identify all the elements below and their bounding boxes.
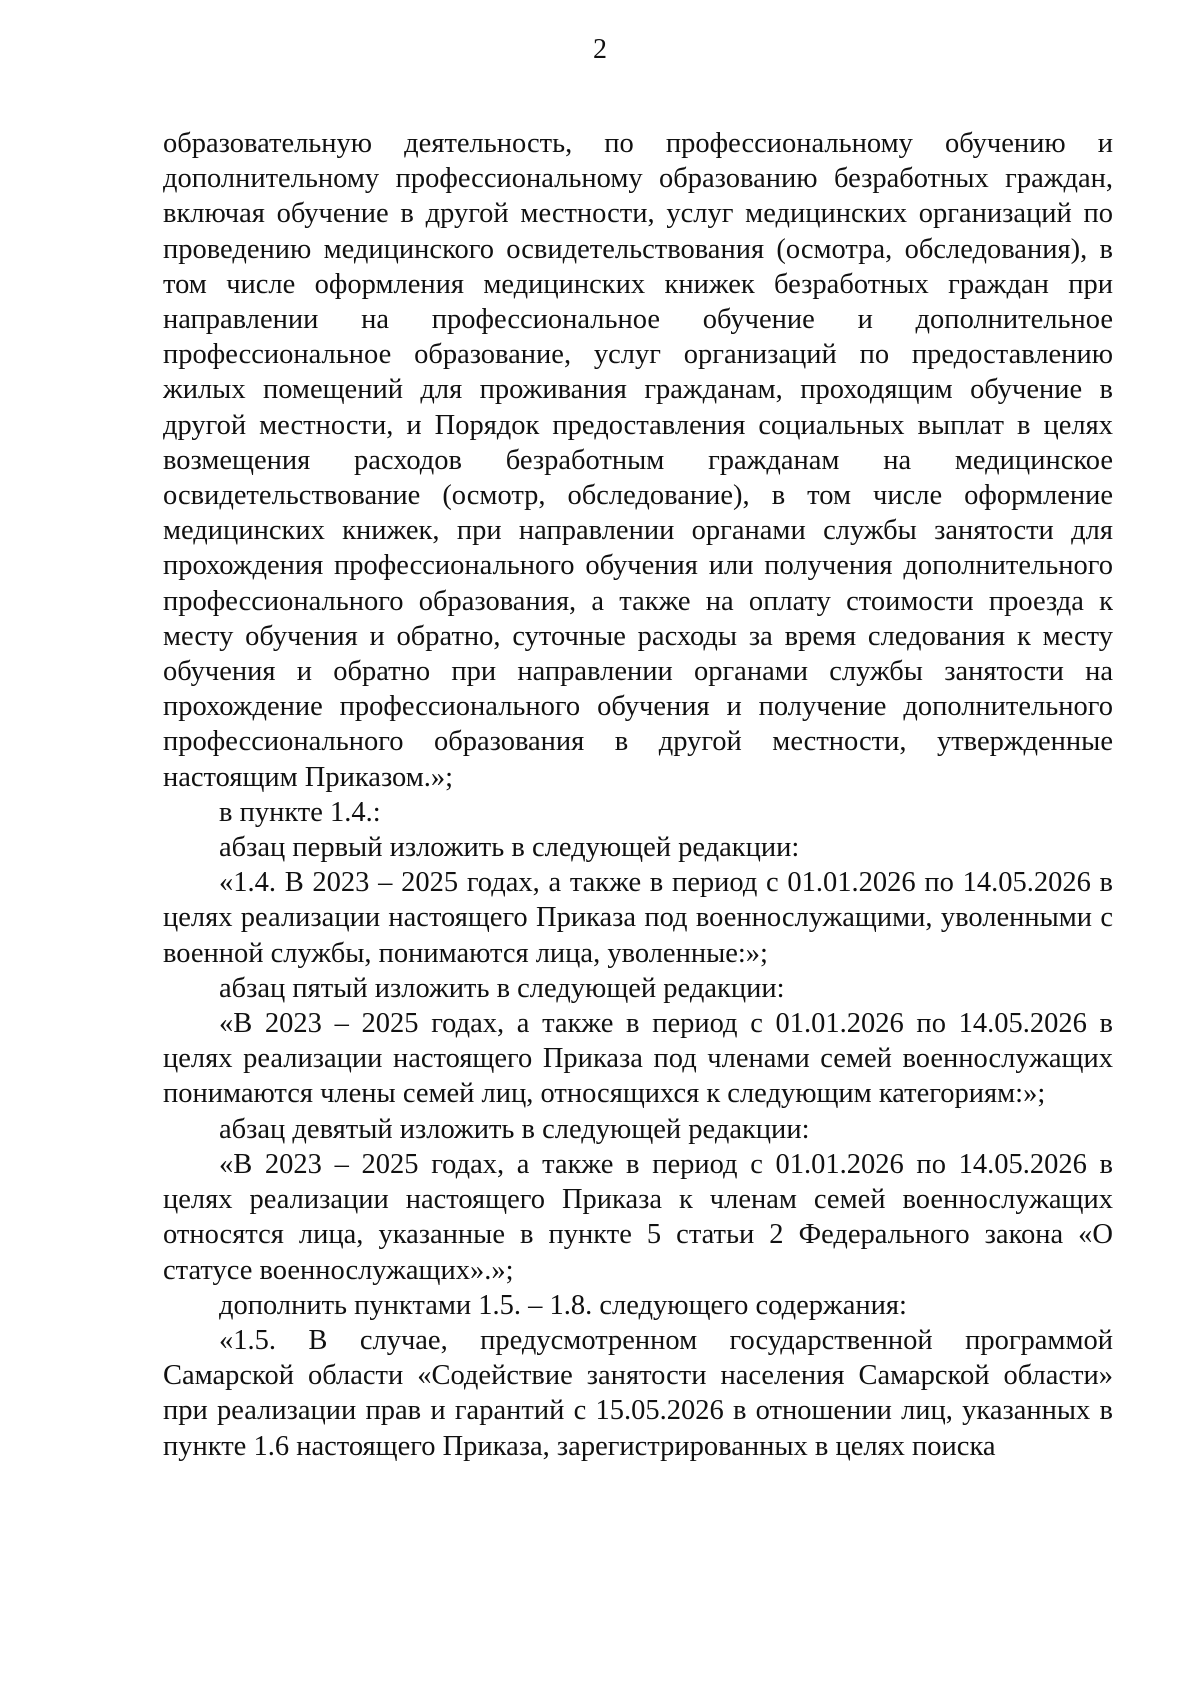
paragraph-quote-1-4: «1.4. В 2023 – 2025 годах, а также в период с 01.01.2026 по 14.05.2026 в целях реализации настоящего Приказа под военнослужащими, уволенными с военной службы, понимаются лица, уволенные:»; <box>163 867 1113 969</box>
paragraph-quote-1-5: «1.5. В случае, предусмотренном государственной программой Самарской области «Содействие занятости населения Самарской области» при реализации прав и гарантий с 15.05.2026 в отношении лиц, указанных в пункте 1.6 настоящего Приказа, зарегистрированных в целях поиска <box>163 1324 1113 1462</box>
paragraph-instruction-ninth-abzac: абзац девятый изложить в следующей редакции: <box>219 1113 810 1145</box>
paragraph-clause-1-4: в пункте 1.4.: <box>219 796 381 828</box>
paragraph-instruction-fifth-abzac: абзац пятый изложить в следующей редакции: <box>219 972 785 1004</box>
paragraph-instruction-add-clauses: дополнить пунктами 1.5. – 1.8. следующего содержания: <box>219 1289 907 1321</box>
document-body <box>163 126 1113 1464</box>
paragraph-instruction-first-abzac: абзац первый изложить в следующей редакции: <box>219 832 800 864</box>
paragraph-continuation: образовательную деятельность, по профессиональному обучению и дополнительному профессиональному образованию безработных граждан, включая обучение в другой местности, услуг медицинских организаций по проведению медицинского освидетельствования (осмотра, обследования), в том числе оформления медицинских книжек безработных граждан при направлении на профессиональное обучение и дополнительное профессиональное образование, услуг организаций по предоставлению жилых помещений для проживания гражданам, проходящим обучение в другой местности, и Порядок предоставления социальных выплат в целях возмещения расходов безработным гражданам на медицинское освидетельствование (осмотр, обследование), в том числе оформление медицинских книжек, при направлении органами службы занятости для прохождения профессионального обучения или получения дополнительного профессионального образования, а также на оплату стоимости проезда к месту обучения и обратно, суточные расходы за время следования к месту обучения и обратно при направлении органами службы занятости на прохождение профессионального обучения и получение дополнительного профессионального образования в другой местности, утвержденные настоящим Приказом.»; <box>163 128 1113 793</box>
paragraph-quote-fifth-abzac: «В 2023 – 2025 годах, а также в период с 01.01.2026 по 14.05.2026 в целях реализации настоящего Приказа под членами семей военнослужащих понимаются члены семей лиц, относящихся к следующим категориям:»; <box>163 1008 1113 1110</box>
paragraph-quote-ninth-abzac: «В 2023 – 2025 годах, а также в период с 01.01.2026 по 14.05.2026 в целях реализации настоящего Приказа к членам семей военнослужащих относятся лица, указанные в пункте 5 статьи 2 Федерального закона «О статусе военнослужащих».»; <box>163 1148 1113 1286</box>
page-number: 2 <box>593 34 607 65</box>
